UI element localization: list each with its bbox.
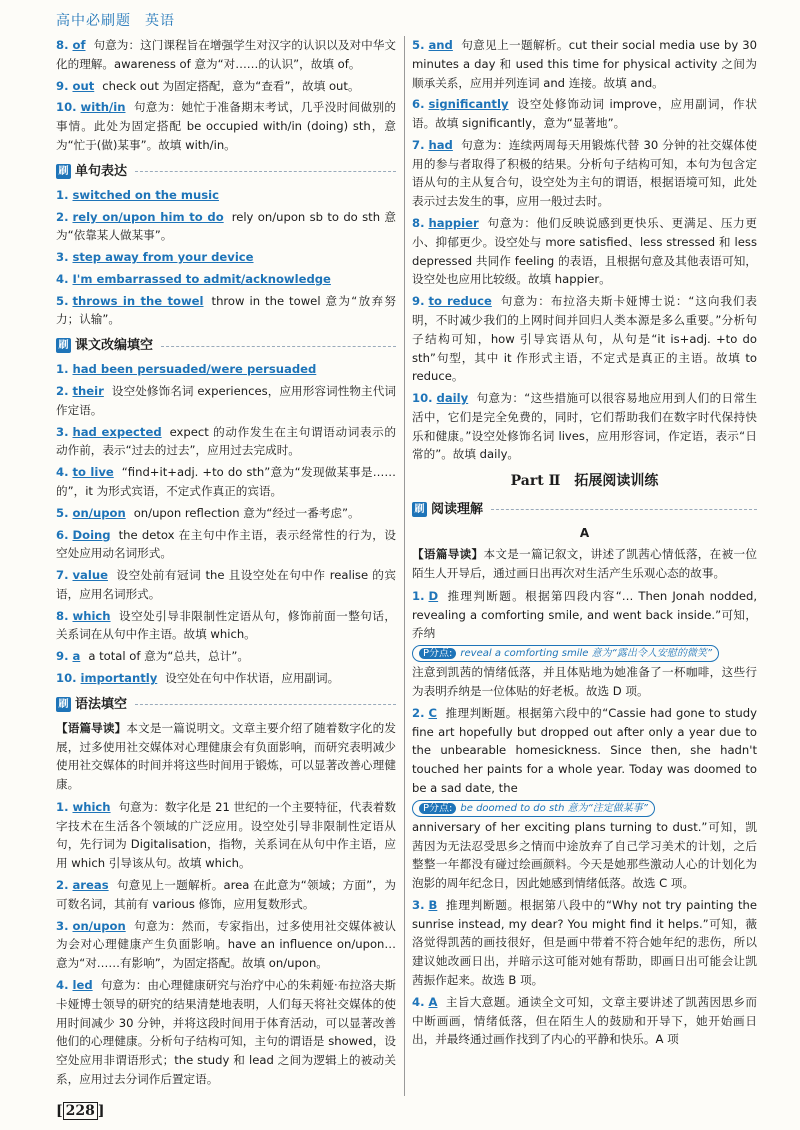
question-3 [412,896,757,990]
item-number: 2. [56,384,69,399]
item-number: 8. [56,38,69,52]
item-explanation: on/upon reflection 意为“经过一番考虑”。 [133,505,360,520]
answer-item [56,270,396,289]
item-explanation: 设空处修饰名词 experiences，应用形容词性物主代词作定语。 [56,384,396,417]
item-number: 1. [56,362,69,377]
answer-item [56,669,396,688]
section-grammar-fill [56,694,396,715]
section-badge-icon: 刷 [56,338,71,353]
section-badge-icon: 刷 [412,502,427,517]
item-number: 4. [56,271,69,286]
item-answer: to live [72,465,114,480]
item-explanation: 句意为：“这些措施可以很容易地应用到人们的日常生活中，它们是完全免费的，同时，它们帮助我们在数字时代保持快乐和健康。”设空处修饰名词 lives，应用形容词，作定语，表示“日常的”。故填 daily。 [412,391,757,462]
answer-item [56,382,396,420]
answer: D [428,588,439,603]
section-title: 阅读理解 [431,501,484,517]
answer-item [56,77,396,96]
section-reading [412,499,757,520]
section-badge-icon: 刷 [56,697,71,712]
section-title: 单句表达 [75,163,128,179]
item-explanation: 句意见上一题解析。cut their social media use by 30 minutes a day 和 used this time for physical activity 之间为顺承关系，应用并列连词 and 连接。故填 and。 [412,38,757,90]
note-text: be doomed to do sth 意为“注定做某事” [460,802,648,814]
item-number: 9. [56,649,69,664]
answer: A [428,994,438,1009]
item-answer: their [72,384,104,399]
part-title: Part Ⅱ 拓展阅读训练 [510,473,659,490]
item-number: 9. [412,294,425,309]
item-explanation: a total of 意为“总共，总计”。 [88,649,249,664]
left-top-items [56,36,396,155]
item-explanation: 设空处前有冠词 the 且设空处在句中作 realise 的宾语，应用名词形式。 [56,568,396,601]
section-text-adaptation [56,335,396,356]
item-answer: daily [436,391,469,406]
item-answer: with/in [80,100,126,115]
item-explanation: 句意为：连续两周每天用锻炼代替 30 分钟的社交媒体使用的参与者取得了积极的结果。分析句子结构可知，本句为包含定语从句的主从复合句，设空处为主句的谓语，根据语境可知，此处表示过去发生的事，应用一般过去时。 [412,137,757,209]
question-2 [412,704,757,893]
question-number: 2. [412,705,425,720]
answer-item [56,98,396,154]
page-header [56,10,175,33]
item-answer: throws in the towel [72,293,204,308]
item-answer: had expected [72,424,162,439]
answer-item [56,208,396,246]
item-number: 9. [56,78,69,93]
item-explanation: 设空处修饰动词 improve，应用副词，作状语。故填 significantly，意为“显著地”。 [412,97,757,131]
note-text: reveal a comforting smile 意为“露出令人安慰的微笑” [460,648,713,660]
item-answer: had been persuaded/were persuaded [72,362,317,377]
item-explanation: 设空处引导非限制性定语从句，修饰前面一整句话，关系词在从句中作主语。故填 which。 [56,608,396,642]
item-answer: a [72,649,81,664]
item-explanation: check out 为固定搭配，意为“查看”，故填 out。 [102,78,360,93]
item-number: 1. [56,799,69,814]
section-title: 语法填空 [75,696,128,712]
item-number: 8. [412,216,425,231]
section-title: 课文改编填空 [75,338,154,354]
question-1 [412,587,757,701]
item-number: 6. [412,97,425,112]
item-answer: which [72,608,111,623]
explanation: 推理判断题。根据第六段中的“Cassie had gone to study fine art hopefully but dropped out after only a year due to the unbearable homesickness. Since then, she hadn't touched her paints for a whole year. Today was doomed to be a sad date, the [412,705,757,795]
item-number: 10. [56,670,77,685]
item-answer: I'm embarrassed to admit/acknowledge [72,271,331,286]
item-answer: value [72,568,108,583]
answer-item [412,136,757,211]
item-answer: importantly [80,670,158,685]
guide-label: 【语篇导读】 [56,720,127,735]
section-divider [135,703,396,705]
item-number: 4. [56,465,69,480]
item-answer: significantly [428,97,509,112]
explanation-continued: anniversary of her exciting plans turning to dust.”可知，凯茜因为无法忍受思乡之情而中途放弃了自己学习美术的计划，之后整整一年都没有碰过绘画颜料。今天是她那些激动人心的计划化为泡影的周年纪念日，因此她感到情绪低落。故选 C 项。 [412,819,757,891]
item-answer: Doing [72,527,111,542]
item-answer: on/upon [72,918,126,933]
item-answer: led [72,977,93,992]
page-number: [ 228 ] [56,1103,105,1119]
answer-item [56,566,396,604]
subject-label: 英语 [145,13,175,29]
item-explanation: 句意为：由心理健康研究与治疗中心的朱莉娅·布拉洛夫斯卡娅博士领导的研究的结果清楚地表明，人们每天将社交媒体的使用时间减少 30 分钟，并将这段时间用于体育活动，可以显著改善他们的心理健康。分析句子结构可知，主句的谓语是 showed，设空处应用非谓语形式；the study 和 lead 之间为逻辑上的被动关系，应用过去分词作后置定语。 [56,977,396,1086]
question-number: 4. [412,994,425,1009]
note-tag: P分点: [419,648,456,659]
item-explanation: 句意为：数字化是 21 世纪的一个主要特征，代表着数字技术在生活各个领域的广泛应用。设空处引导非限制性定语从句，先行词为 Digitalisation，指物，关系词在从句中作主语，应用 which 引导该从句。故填 which。 [56,799,396,871]
item-explanation: expect 的动作发生在主句谓语动词表示的动作前，表示“过去的过去”，应用过去完成时。 [56,424,397,458]
passage-guide [412,545,757,583]
section-divider [491,508,757,510]
question-4 [412,993,757,1049]
item-number: 5. [56,505,69,520]
note-tag: P分点: [419,803,456,814]
answer-item [56,248,396,267]
answer-item [56,876,396,914]
item-explanation: “find+it+adj. +to do sth”意为“发现做某事是……的”，it 为形式宾语，不定式作真正的宾语。 [56,465,396,498]
item-number: 10. [56,100,77,115]
item-number: 7. [412,137,425,152]
item-number: 5. [56,293,69,308]
item-number: 2. [56,878,69,893]
item-explanation: rely on/upon sb to do sth 意为“依靠某人做某事”。 [56,209,396,243]
answer-item [56,463,396,501]
item-number: 7. [56,568,69,583]
item-answer: switched on the music [72,187,219,202]
answer-item [56,36,396,74]
item-number: 3. [56,424,69,439]
sec3-items [56,798,396,1089]
item-number: 2. [56,209,69,224]
item-number: 8. [56,608,69,623]
item-number: 4. [56,977,69,992]
answer-item [56,186,396,205]
answer-item [412,36,757,92]
question-number: 1. [412,588,425,603]
answer-item [56,360,396,379]
right-column [412,36,757,1052]
column-divider [404,36,405,1096]
answer-item [56,976,396,1089]
explanation-continued: 注意到凯茜的情绪低落，并且体贴地为她准备了一杯咖啡，这些行为表明乔纳是一位体贴的好老板。故选 D 项。 [412,665,757,699]
question-number: 3. [412,897,425,912]
answer-item [412,214,757,289]
item-number: 1. [56,187,69,202]
answer: C [428,705,437,720]
answer: B [428,897,438,912]
item-number: 3. [56,918,69,933]
item-explanation: 句意为：她忙于准备期末考试，几乎没时间做别的事情。此处为固定搭配 be occupied with/in (doing) sth，意为“忙于(做)某事”。故填 with/in。 [56,100,396,152]
section-divider [135,170,396,172]
item-answer: which [72,799,111,814]
item-explanation: 句意为：布拉洛夫斯卡娅博士说：“这向我们表明，不时减少我们的上网时间并回归人类本源是多么重要。”分析句子结构可知，how 引导宾语从句，从句是“it is+adj. +to do sth”句型，其中 it 作形式主语，不定式是真正的主语。故填 to reduce。 [412,294,757,384]
item-answer: of [72,38,86,52]
guide-text: 本文是一篇说明文。文章主要介绍了随着数字化的发展，过多使用社交媒体对心理健康会有负面影响，而研究表明减少使用社交媒体的时间并将这些时间用于锻炼，可以显著改善心理健康。 [56,720,396,792]
explanation: 主旨大意题。通读全文可知，文章主要讲述了凯茜因思乡而中断画画，情绪低落，但在陌生人的鼓励和开导下，她开始画日出，并最终通过画作找到了内心的平静和快乐。A 项 [412,994,757,1047]
item-answer: rely on/upon him to do [72,209,224,224]
item-explanation: throw in the towel 意为“放弃努力；认输”。 [56,293,396,327]
explanation: 推理判断题。根据第八段中的“Why not try painting the sunrise instead, my dear? You might find it helps.”可知，薇洛觉得凯茜的画技很好，但是画中带着不符合她年纪的悲伤，所以建议她改画日出，并暗示这可能对她有帮助，即画日出可能会让凯茜振作起来。故选 B 项。 [412,897,757,987]
right-top-items [412,36,757,464]
explanation: 推理判断题。根据第四段内容“… Then Jonah nodded, revealing a comforting smile, and went back inside.”可知，乔纳 [412,588,757,641]
sec2-items [56,360,396,688]
guide-text: 本文是一篇记叙文，讲述了凯茜心情低落，在被一位陌生人开导后，通过画日出再次对生活产生乐观心态的故事。 [412,547,757,581]
item-answer: happier [428,216,479,231]
answer-item [56,798,396,873]
item-number: 5. [412,38,425,52]
item-answer: had [428,137,453,152]
item-explanation: the detox 在主句中作主语，表示经常性的行为，设空处应用动名词形式。 [56,527,396,561]
page-number-value: 228 [63,1102,98,1120]
answer-item [412,292,757,386]
item-number: 10. [412,391,433,406]
item-answer: out [72,78,95,93]
sec1-items [56,186,396,329]
book-title: 高中必刷题 [56,13,131,29]
item-answer: to reduce [428,294,492,309]
item-explanation: 句意为：然而，专家指出，过多使用社交媒体被认为会对心理健康产生负面影响。have an influence on/upon…意为“对……有影响”，为固定搭配。故填 on/upon。 [56,918,396,971]
item-number: 3. [56,250,69,265]
answer-item [56,504,396,523]
answer-item [56,423,396,461]
item-answer: on/upon [72,505,126,520]
section-single-sentence [56,161,396,182]
section-badge-icon: 刷 [56,164,71,179]
item-answer: areas [72,878,109,893]
answer-item [56,607,396,645]
item-explanation: 句意为：他们反映说感到更快乐、更满足、压力更小、抑郁更少。设空处与 more satisfied、less stressed 和 less depressed 共同作 feeling 的表语，且根据句意及其他表语可知，设空处也应用比较级。故填 happier。 [412,216,757,287]
left-column [56,36,396,1092]
answer-item [56,917,396,973]
point-note [412,645,719,662]
point-note [412,800,655,817]
item-answer: step away from your device [72,250,254,265]
answer-item [56,647,396,666]
item-answer: and [428,38,453,52]
item-explanation: 句意见上一题解析。area 在此意为“领域；方面”，为可数名词，其前有 various 修饰，应用复数形式。 [56,878,396,911]
guide-label: 【语篇导读】 [412,547,484,562]
answer-item [412,389,757,464]
item-number: 6. [56,527,69,542]
passage-label: A [579,525,590,540]
answer-item [412,95,757,133]
answer-item [56,526,396,564]
item-explanation: 句意为：这门课程旨在增强学生对汉字的认识以及对中华文化的理解。awareness of 意为“对……的认识”，故填 of。 [56,38,396,71]
section-divider [161,345,396,347]
item-explanation: 设空处在句中作状语，应用副词。 [165,670,340,685]
answer-item [56,292,396,330]
passage-guide [56,719,396,794]
